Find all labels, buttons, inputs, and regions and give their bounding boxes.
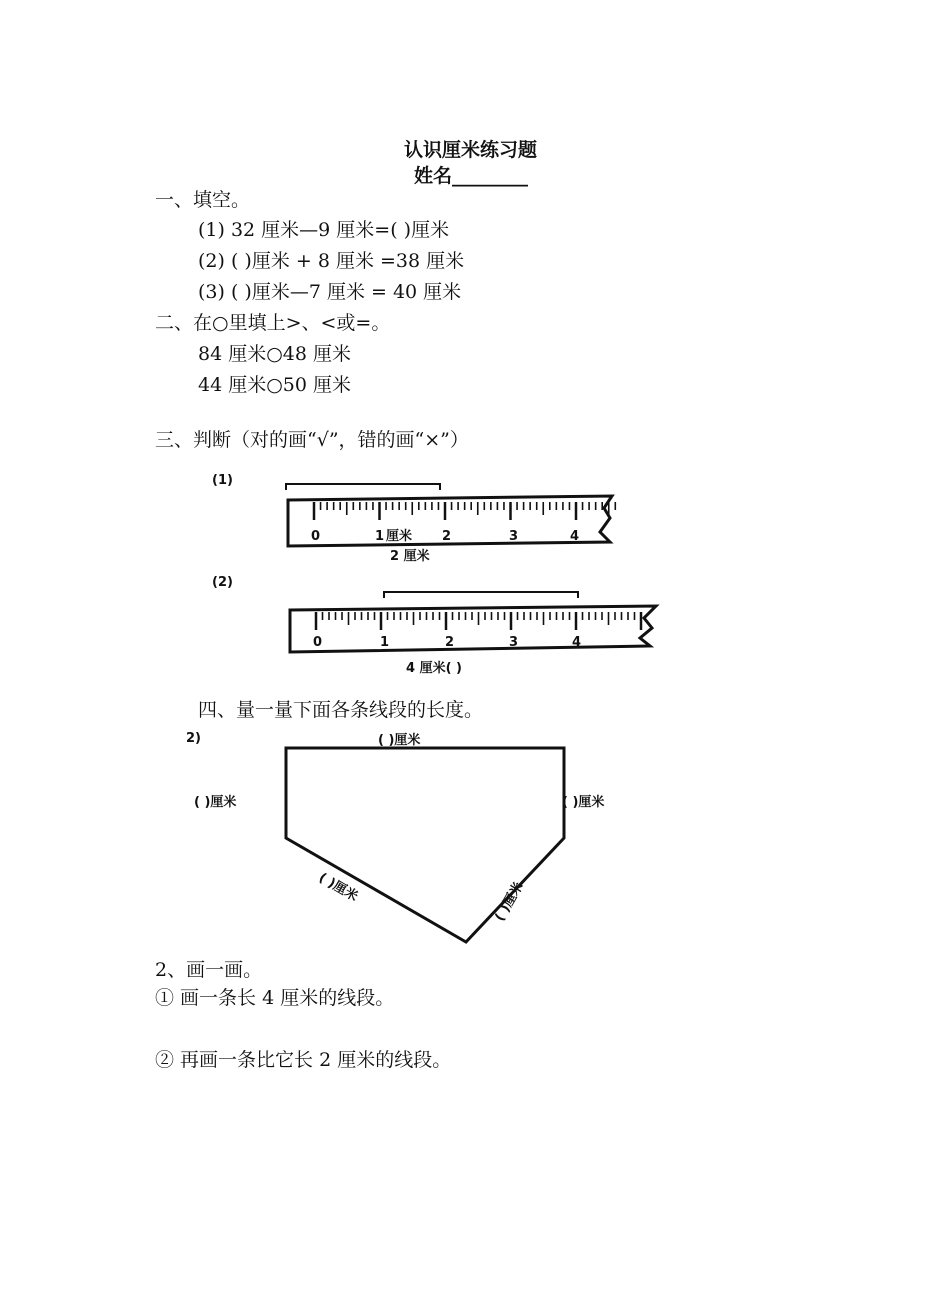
page-title: 认识厘米练习题 [404, 139, 538, 161]
name-field-label: 姓名________ [414, 165, 529, 187]
bottom-right-side-label: ( )厘米 [492, 879, 527, 924]
ruler1-tick-0: 0 [311, 529, 321, 544]
ruler2-tick-2: 2 [445, 635, 455, 650]
section2-heading: 二、在○里填上>、<或=。 [155, 312, 391, 334]
compare-item-1: 84 厘米○48 厘米 [198, 343, 352, 365]
fill-item-3: (3) ( )厘米—7 厘米 = 40 厘米 [198, 281, 462, 303]
pentagon-figure [180, 724, 680, 954]
ruler2-tick-4: 4 [572, 635, 582, 650]
section1-heading: 一、填空。 [155, 189, 251, 211]
section4-heading: 四、量一量下面各条线段的长度。 [198, 699, 484, 721]
bottom-left-side-label: ( )厘米 [316, 870, 361, 905]
compare-item-2: 44 厘米○50 厘米 [198, 374, 352, 396]
section5-heading: 2、画一画。 [155, 959, 263, 981]
fill-item-1: (1) 32 厘米—9 厘米=( )厘米 [198, 219, 450, 241]
ruler-figure-2 [200, 572, 680, 682]
ruler1-inner-label: 厘米 [386, 529, 413, 544]
ruler1-tick-4: 4 [570, 529, 580, 544]
section3-heading: 三、判断（对的画“√”，错的画“×”） [155, 429, 469, 451]
draw-item-2: ② 再画一条比它长 2 厘米的线段。 [155, 1049, 452, 1071]
ruler1-caption: 2 厘米 [390, 549, 430, 564]
ruler2-bracket [384, 592, 578, 598]
right-side-label: ( )厘米 [562, 795, 605, 810]
ruler1-label: (1) [212, 473, 233, 488]
ruler-figure-1 [200, 466, 680, 566]
ruler1-bracket [286, 484, 440, 490]
top-side-label: ( )厘米 [378, 733, 421, 748]
ruler1-tick-3: 3 [509, 529, 519, 544]
ruler1-tick-1: 1 [375, 529, 385, 544]
ruler2-tick-0: 0 [313, 635, 323, 650]
ruler2-tick-3: 3 [509, 635, 519, 650]
ruler2-body [290, 606, 656, 652]
pentagon-shape [286, 748, 564, 942]
ruler2-tick-1: 1 [380, 635, 390, 650]
left-side-label: ( )厘米 [194, 795, 237, 810]
ruler2-label: (2) [212, 575, 233, 590]
draw-item-1: ① 画一条长 4 厘米的线段。 [155, 987, 395, 1009]
ruler2-caption: 4 厘米( ) [406, 661, 462, 676]
ruler1-tick-2: 2 [442, 529, 452, 544]
figure-label: 2) [186, 731, 201, 746]
fill-item-2: (2) ( )厘米 + 8 厘米 =38 厘米 [198, 250, 465, 272]
